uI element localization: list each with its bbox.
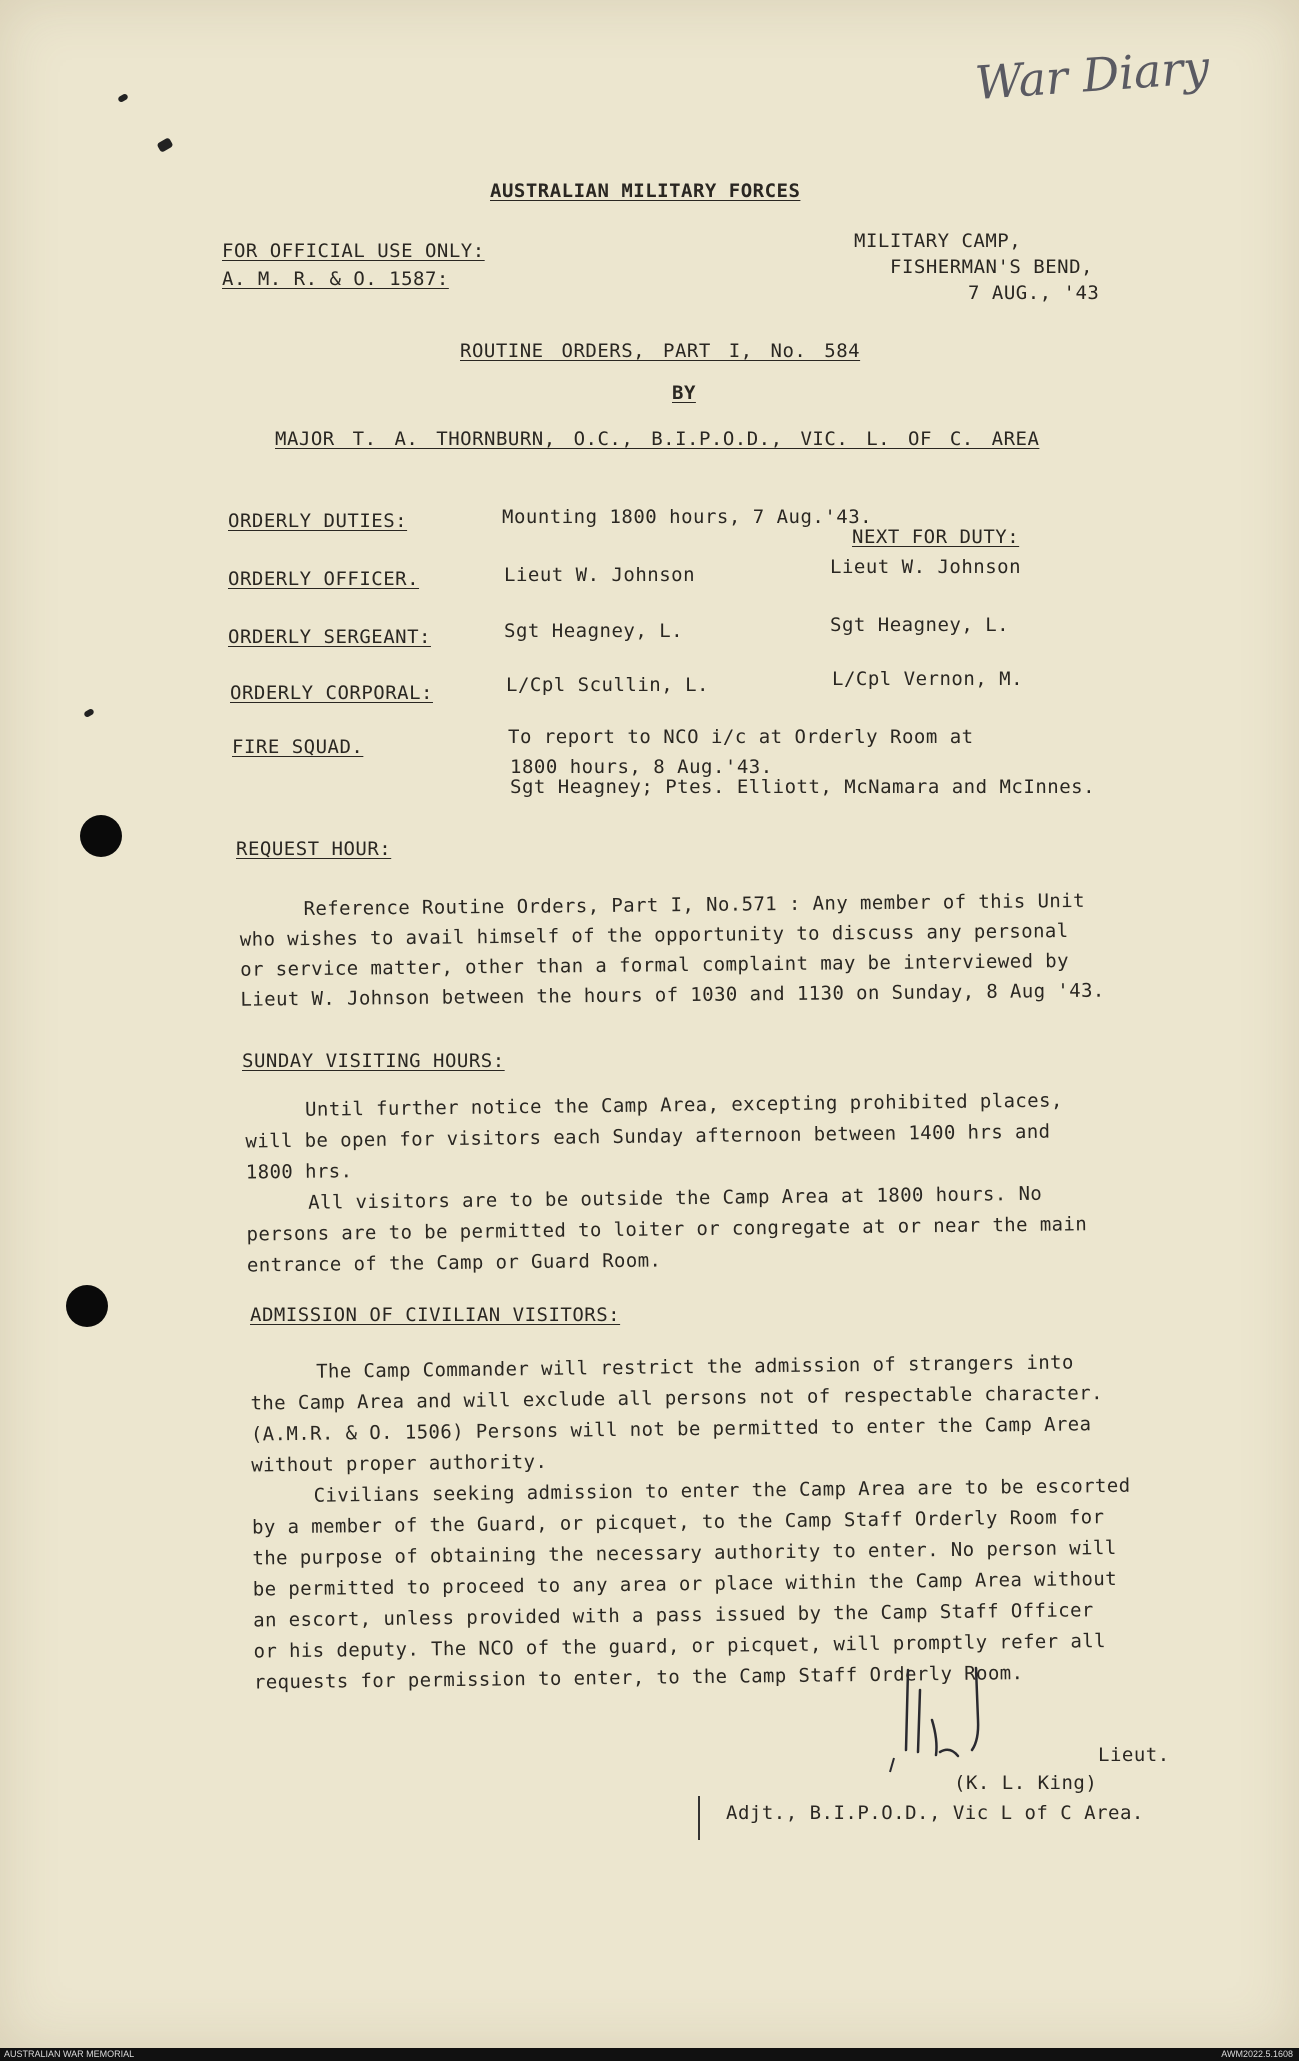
text-line: without proper authority. (251, 1450, 548, 1477)
admission-text (250, 1347, 1154, 1699)
fire-squad-line-2: 1800 hours, 8 Aug.'43. (510, 756, 773, 778)
orders-by: BY (672, 382, 696, 404)
text-line: All visitors are to be outside the Camp Area at 1800 hours. No (308, 1182, 1043, 1214)
fire-squad-line-1: To report to NCO i/c at Orderly Room at (508, 726, 974, 748)
footer-institution: AUSTRALIAN WAR MEMORIAL (4, 2049, 135, 2059)
location-line-2: FISHERMAN'S BEND, (890, 256, 1093, 278)
orderly-corporal-label: ORDERLY CORPORAL: (230, 682, 433, 704)
text-line: or his deputy. The NCO of the guard, or picquet, will promptly refer all (253, 1630, 1107, 1663)
request-hour-text (239, 885, 1140, 1014)
text-line: or service matter, other than a formal complaint may be interviewed by (240, 950, 1069, 981)
handwritten-signature (880, 1660, 1020, 1780)
admission-heading: ADMISSION OF CIVILIAN VISITORS: (250, 1304, 621, 1326)
document-date: 7 AUG., '43 (968, 282, 1100, 304)
text-line: 1800 hrs. (245, 1160, 353, 1184)
orderly-officer-label: ORDERLY OFFICER. (228, 568, 420, 590)
document-title: AUSTRALIAN MILITARY FORCES (490, 180, 801, 202)
next-for-duty-label: NEXT FOR DUTY: (852, 526, 1020, 548)
paper-mark (117, 93, 129, 103)
text-line: Until further notice the Camp Area, excepting prohibited places, (304, 1089, 1063, 1121)
punch-hole-bottom (66, 1285, 108, 1327)
orderly-sergeant-label: ORDERLY SERGEANT: (228, 626, 431, 648)
orderly-officer-next: Lieut W. Johnson (830, 556, 1022, 578)
orderly-sergeant-current: Sgt Heagney, L. (504, 620, 684, 642)
text-line: the purpose of obtaining the necessary authority to enter. No person will (252, 1536, 1117, 1570)
reference: A. M. R. & O. 1587: (222, 268, 449, 290)
text-line: The Camp Commander will restrict the admission of strangers into (315, 1351, 1074, 1383)
text-line: Lieut W. Johnson between the hours of 1030 and 1130 on Sunday, 8 Aug '43. (240, 979, 1105, 1011)
signature-appointment: Adjt., B.I.P.O.D., Vic L of C Area. (726, 1802, 1144, 1824)
punch-hole-top (80, 815, 122, 857)
text-line: entrance of the Camp or Guard Room. (246, 1249, 662, 1277)
fire-squad-line-3: Sgt Heagney; Ptes. Elliott, McNamara and McInnes. (510, 776, 1096, 798)
sunday-visiting-text (245, 1085, 1147, 1282)
fire-squad-label: FIRE SQUAD. (232, 736, 364, 758)
text-line: by a member of the Guard, or picquet, to the Camp Staff Orderly Room for (251, 1506, 1105, 1539)
paper-mark (83, 708, 95, 718)
text-line: the Camp Area and will exclude all persons not of respectable character. (250, 1382, 1103, 1415)
signature-rank: Lieut. (1098, 1744, 1170, 1766)
orderly-corporal-current: L/Cpl Scullin, L. (506, 674, 709, 696)
signature-name: (K. L. King) (954, 1772, 1098, 1794)
orderly-duties-value: Mounting 1800 hours, 7 Aug.'43. (502, 506, 873, 528)
orderly-officer-current: Lieut W. Johnson (504, 564, 696, 586)
orderly-sergeant-next: Sgt Heagney, L. (830, 614, 1010, 636)
text-line: will be open for visitors each Sunday afternoon between 1400 hrs and (245, 1120, 1051, 1153)
text-line: Civilians seeking admission to enter the Camp Area are to be escorted (313, 1474, 1131, 1507)
sunday-visiting-heading: SUNDAY VISITING HOURS: (242, 1050, 505, 1072)
text-line: persons are to be permitted to loiter or congregate at or near the main (246, 1213, 1088, 1246)
handwritten-annotation: War Diary (973, 39, 1211, 111)
request-hour-heading: REQUEST HOUR: (236, 838, 392, 860)
text-line: who wishes to avail himself of the opportunity to discuss any personal (239, 920, 1069, 951)
paper-mark (156, 137, 173, 153)
orders-officer: MAJOR T. A. THORNBURN, O.C., B.I.P.O.D., VIC. L. OF C. AREA (275, 428, 1040, 450)
archive-footer (0, 2048, 1299, 2061)
text-line: Reference Routine Orders, Part I, No.571 : Any member of this Unit (303, 889, 1085, 921)
text-line: be permitted to proceed to any area or place within the Camp Area without (252, 1567, 1118, 1601)
footer-accession: AWM2022.5.1608 (1221, 2049, 1293, 2059)
orderly-duties-label: ORDERLY DUTIES: (228, 510, 408, 532)
text-line: (A.M.R. & O. 1506) Persons will not be permitted to enter the Camp Area (250, 1413, 1092, 1446)
orders-title: ROUTINE ORDERS, PART I, No. 584 (460, 340, 861, 362)
text-line: requests for permission to enter, to the Camp Staff Orderly Room. (253, 1662, 1024, 1694)
margin-mark (698, 1796, 700, 1840)
location-line-1: MILITARY CAMP, (854, 230, 1022, 252)
text-line: an escort, unless provided with a pass issued by the Camp Staff Officer (253, 1599, 1094, 1632)
classification: FOR OFFICIAL USE ONLY: (222, 240, 485, 262)
orderly-corporal-next: L/Cpl Vernon, M. (832, 668, 1024, 690)
